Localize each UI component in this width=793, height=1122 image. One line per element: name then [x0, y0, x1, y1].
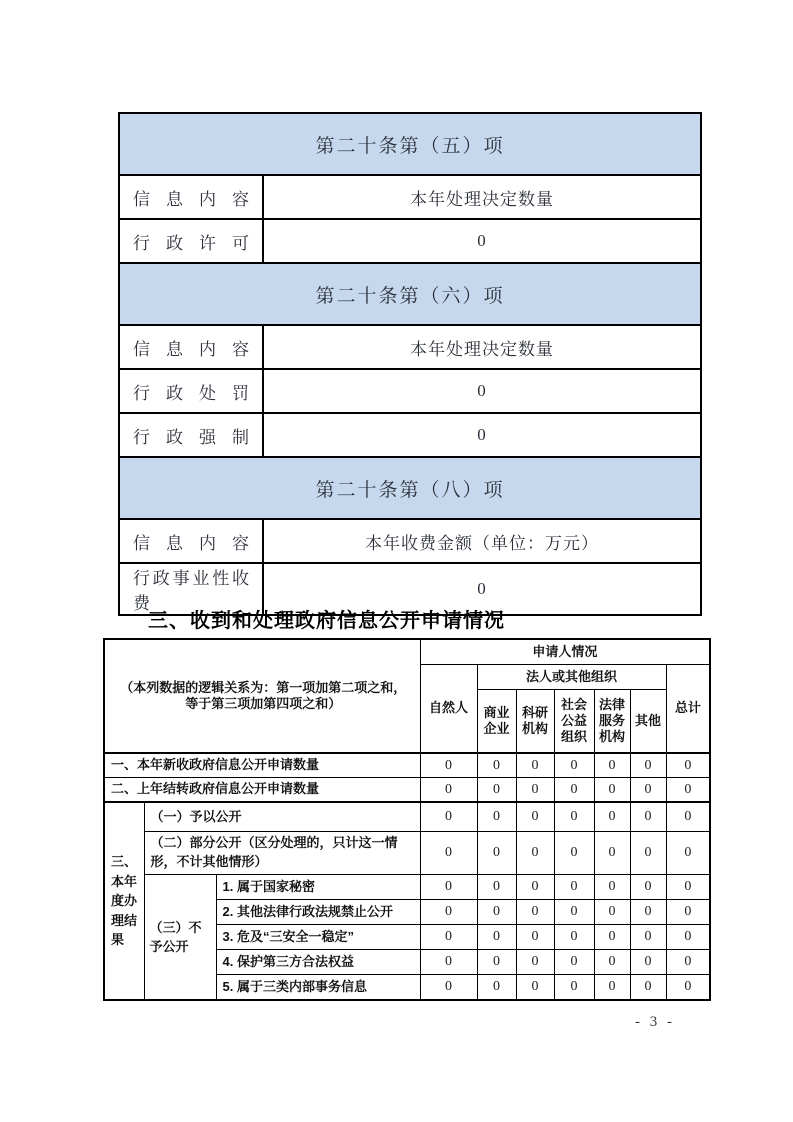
- t2-value: 0: [420, 802, 477, 832]
- t1-row-value: 0: [263, 413, 701, 457]
- t2-header-legal-service: 法律服务机构: [594, 690, 630, 754]
- t2-value: 0: [420, 832, 477, 875]
- table-row: [104, 875, 710, 900]
- t2-value: 0: [516, 975, 554, 1001]
- t2-value: 0: [420, 778, 477, 803]
- t2-note: [104, 639, 420, 753]
- t2-value: 0: [554, 753, 594, 778]
- applications-table: [103, 638, 711, 1001]
- t2-refuse-label: （三）不予公开: [144, 875, 216, 1001]
- t2-value: 0: [477, 950, 516, 975]
- t2-value: 0: [666, 802, 710, 832]
- t1-row-value: 0: [263, 369, 701, 413]
- t2-value: 0: [420, 925, 477, 950]
- t2-row-label: 二、上年结转政府信息公开申请数量: [104, 778, 420, 803]
- t2-value: 0: [630, 778, 666, 803]
- t2-value: 0: [516, 875, 554, 900]
- t2-value: 0: [554, 875, 594, 900]
- table-row: [104, 753, 710, 778]
- t2-value: 0: [630, 802, 666, 832]
- t2-value: 0: [630, 975, 666, 1001]
- t2-section3-vertical-label: 三、本年度办理结果: [104, 802, 144, 1000]
- t1-row-value: 本年处理决定数量: [263, 325, 701, 369]
- t2-header-social-org: 社会公益组织: [554, 690, 594, 754]
- t2-row-label: 一、本年新收政府信息公开申请数量: [104, 753, 420, 778]
- t2-note-line2: 等于第三项加第四项之和）: [185, 696, 342, 711]
- t2-row-label: 1. 属于国家秘密: [216, 875, 420, 900]
- t2-value: 0: [630, 875, 666, 900]
- t2-value: 0: [630, 950, 666, 975]
- t2-value: 0: [420, 753, 477, 778]
- t1-row-label: 行政许可: [119, 219, 263, 263]
- t2-value: 0: [594, 753, 630, 778]
- t2-value: 0: [594, 900, 630, 925]
- t1-row-value: 0: [263, 219, 701, 263]
- t2-header-total: 总计: [666, 665, 710, 754]
- t2-value: 0: [630, 832, 666, 875]
- t2-value: 0: [594, 875, 630, 900]
- t2-value: 0: [594, 975, 630, 1001]
- t2-value: 0: [516, 925, 554, 950]
- t1-row-label: 信息内容: [119, 519, 263, 563]
- t1-row-label: 行政强制: [119, 413, 263, 457]
- t1-row-value: 0: [263, 563, 701, 615]
- t2-header-business: 商业企业: [477, 690, 516, 754]
- table-row: [104, 639, 710, 665]
- t2-value: 0: [554, 802, 594, 832]
- table-row: [119, 369, 701, 413]
- t2-value: 0: [516, 753, 554, 778]
- t2-note-line1: （本列数据的逻辑关系为：第一项加第二项之和，: [120, 679, 407, 695]
- t2-value: 0: [666, 753, 710, 778]
- t1-row-value: 本年收费金额（单位：万元）: [263, 519, 701, 563]
- t2-value: 0: [516, 832, 554, 875]
- t2-value: 0: [554, 778, 594, 803]
- t2-value: 0: [477, 975, 516, 1001]
- t2-value: 0: [477, 900, 516, 925]
- t2-value: 0: [420, 875, 477, 900]
- t2-value: 0: [477, 875, 516, 900]
- t2-value: 0: [594, 778, 630, 803]
- t2-value: 0: [554, 832, 594, 875]
- t2-row-label: 3. 危及“三安全一稳定”: [216, 925, 420, 950]
- t2-value: 0: [554, 975, 594, 1001]
- t2-value: 0: [666, 900, 710, 925]
- table-row: [119, 113, 701, 175]
- section-heading: 三、收到和处理政府信息公开申请情况: [148, 610, 505, 632]
- t1-section-header: 第二十条第（六）项: [119, 263, 701, 325]
- t2-value: 0: [420, 900, 477, 925]
- table-row: [119, 413, 701, 457]
- t2-value: 0: [630, 753, 666, 778]
- table-row: [119, 457, 701, 519]
- t2-value: 0: [477, 832, 516, 875]
- t2-header-applicant: 申请人情况: [420, 639, 710, 665]
- t2-value: 0: [666, 925, 710, 950]
- t2-value: 0: [630, 925, 666, 950]
- t2-row-label: 5. 属于三类内部事务信息: [216, 975, 420, 1001]
- t2-value: 0: [516, 778, 554, 803]
- t1-section-header: 第二十条第（五）项: [119, 113, 701, 175]
- t2-value: 0: [666, 950, 710, 975]
- t2-row-label: （一）予以公开: [144, 802, 420, 832]
- table-row: [119, 175, 701, 219]
- t2-value: 0: [477, 778, 516, 803]
- t2-value: 0: [630, 900, 666, 925]
- t2-value: 0: [477, 925, 516, 950]
- table-row: [119, 519, 701, 563]
- table-row: [104, 778, 710, 803]
- t2-value: 0: [594, 802, 630, 832]
- t1-row-value: 本年处理决定数量: [263, 175, 701, 219]
- t2-value: 0: [594, 832, 630, 875]
- t1-row-label: 信息内容: [119, 175, 263, 219]
- t2-value: 0: [666, 875, 710, 900]
- t2-value: 0: [554, 925, 594, 950]
- t2-value: 0: [594, 950, 630, 975]
- t2-header-legal-org: 法人或其他组织: [477, 665, 666, 690]
- t2-value: 0: [477, 802, 516, 832]
- table-row: [104, 802, 710, 832]
- t1-section-header: 第二十条第（八）项: [119, 457, 701, 519]
- t2-row-label: （二）部分公开（区分处理的，只计这一情形，不计其他情形）: [144, 832, 420, 875]
- page-number: - 3 -: [635, 1014, 675, 1030]
- table-row: [119, 263, 701, 325]
- t1-row-label: 行政处罚: [119, 369, 263, 413]
- t2-value: 0: [666, 778, 710, 803]
- t2-value: 0: [594, 925, 630, 950]
- t2-value: 0: [420, 950, 477, 975]
- article20-table: [118, 112, 702, 616]
- t2-value: 0: [554, 950, 594, 975]
- t2-value: 0: [516, 900, 554, 925]
- t2-value: 0: [477, 753, 516, 778]
- t2-header-other: 其他: [630, 690, 666, 754]
- t2-row-label: 2. 其他法律行政法规禁止公开: [216, 900, 420, 925]
- t2-value: 0: [666, 832, 710, 875]
- t2-row-label: 4. 保护第三方合法权益: [216, 950, 420, 975]
- table-row: [119, 325, 701, 369]
- t2-value: 0: [666, 975, 710, 1001]
- t2-header-natural-person: 自然人: [420, 665, 477, 754]
- t1-row-label: 行政事业性收费: [119, 563, 263, 615]
- t2-value: 0: [420, 975, 477, 1001]
- t2-value: 0: [554, 900, 594, 925]
- t2-value: 0: [516, 950, 554, 975]
- t2-value: 0: [516, 802, 554, 832]
- table-row: [119, 219, 701, 263]
- t2-header-research: 科研机构: [516, 690, 554, 754]
- table-row: [104, 832, 710, 875]
- t1-row-label: 信息内容: [119, 325, 263, 369]
